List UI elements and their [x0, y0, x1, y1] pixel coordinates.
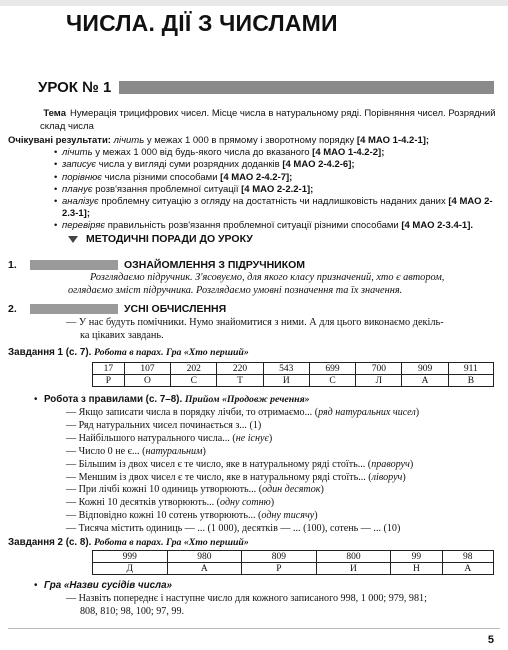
- rules-list: [66, 407, 419, 536]
- task-label: Завдання 2 (с. 8).: [8, 537, 92, 548]
- outcome-verb: аналізує: [62, 196, 99, 208]
- neighbors-heading: [44, 580, 172, 591]
- rule-end: ): [270, 497, 275, 509]
- rule-end: ): [202, 445, 206, 457]
- table-row: [93, 363, 494, 375]
- table-row: [93, 551, 494, 563]
- table-cell: Р: [242, 563, 317, 575]
- table-cell: С: [309, 375, 355, 387]
- table-cell: 17: [93, 363, 125, 375]
- table-cell: 980: [167, 551, 242, 563]
- section-title: ОЗНАЙОМЛЕННЯ З ПІДРУЧНИКОМ: [124, 259, 306, 271]
- table-cell: 699: [309, 363, 355, 375]
- list-item: [66, 523, 419, 536]
- table-cell: Т: [217, 375, 263, 387]
- paragraph-line: Розглядаємо підручник. З'ясовуємо, для якого класу призначений, хто є автором,: [90, 272, 445, 283]
- task-1-heading: [8, 347, 249, 358]
- task-2-heading: [8, 537, 249, 548]
- list-item: [62, 184, 500, 196]
- table-cell: А: [402, 375, 448, 387]
- lesson-heading: [38, 77, 494, 97]
- table-cell: Д: [93, 563, 168, 575]
- table-cell: 909: [402, 363, 448, 375]
- lesson-bar-fill: [119, 81, 494, 94]
- outcome-code: [4 МАО 2-4.2-6];: [282, 159, 355, 171]
- table-cell: Н: [391, 563, 442, 575]
- outcome-verb: порівнює: [62, 171, 102, 183]
- topic: [40, 107, 496, 133]
- neighbors-description: Гра «Назви сусідів числа»: [44, 580, 173, 591]
- outcome-verb: планує: [62, 183, 93, 195]
- outcome-code: [4 МАО 1-4.2-1];: [356, 135, 430, 146]
- rule-answer: один десяток: [262, 484, 321, 496]
- table-cell: 98: [442, 551, 493, 563]
- outcome-code: [4 МАО 2-3.4-1].: [401, 220, 474, 232]
- table-cell: А: [442, 563, 493, 575]
- section-bar: [30, 304, 118, 314]
- list-item: [62, 172, 500, 184]
- list-item: [66, 446, 419, 459]
- rule-end: ): [415, 407, 420, 418]
- rule-text: — Якщо записати числа в порядку лічби, то отримаємо... (: [66, 407, 319, 418]
- section-2-text: [66, 316, 444, 342]
- neighbors-text: [66, 593, 427, 619]
- rule-answer: одну тисячу: [261, 510, 315, 522]
- section-number: 1.: [8, 259, 17, 271]
- rule-text: — Найбільшого натурального числа... (: [66, 432, 236, 444]
- rule-end: ): [314, 510, 318, 522]
- rule-text: — Більшим із двох чисел є те число, яке в натуральному ряді стоїть... (: [66, 458, 372, 470]
- list-item: [66, 433, 419, 446]
- paragraph-line: оглядаємо зміст підручника. Розглядаємо умовні позначення та їх значення.: [68, 285, 403, 297]
- rule-answer: не існує: [235, 432, 269, 444]
- bottom-rule: [8, 628, 500, 629]
- outcome-text: числа різними способами: [101, 171, 218, 183]
- outcome-verb: лічить: [62, 147, 93, 159]
- lesson-title: УРОК № 1: [38, 78, 112, 96]
- table-cell: 809: [242, 551, 317, 563]
- rule-text: — Відповідно кожні 10 сотень утворюють... (: [66, 510, 262, 522]
- task-description: Робота в парах. Гра «Хто перший»: [94, 537, 249, 548]
- rule-end: ): [409, 458, 414, 470]
- outcomes-list: [8, 147, 500, 232]
- table-cell: И: [316, 563, 391, 575]
- outcome-code: [4 МАО 2-2.2-1];: [241, 183, 314, 195]
- table-cell: В: [448, 375, 493, 387]
- paragraph-line: ка цікавих завдань.: [80, 330, 164, 342]
- outcome-verb: лічить: [113, 135, 145, 146]
- chapter-title: ЧИСЛА. ДІЇ З ЧИСЛАМИ: [66, 10, 338, 36]
- section-1-text: [68, 271, 445, 297]
- section-1-heading: [8, 259, 498, 271]
- list-item: [66, 510, 419, 523]
- list-item: [62, 196, 500, 220]
- expected-outcomes: [8, 135, 500, 233]
- table-cell: 107: [124, 363, 170, 375]
- rule-end: ): [402, 471, 406, 483]
- section-2-heading: [8, 303, 498, 315]
- rule-answer: ліворуч: [371, 471, 403, 483]
- rule-end: ): [268, 432, 273, 444]
- outcome-verb: записує: [62, 159, 97, 171]
- table-cell: 220: [217, 363, 263, 375]
- outcomes-label: Очікувані результати:: [8, 135, 111, 146]
- task-2-table: [92, 550, 494, 575]
- list-item: [66, 472, 419, 485]
- table-cell: 700: [356, 363, 402, 375]
- list-item: [62, 159, 500, 171]
- rules-label: Робота з правилами (с. 7–8).: [44, 394, 183, 405]
- table-cell: Л: [356, 375, 402, 387]
- top-rule: [0, 0, 508, 6]
- list-item: [66, 420, 419, 433]
- rule-end: ): [320, 484, 324, 496]
- outcome-text: у межах 1 000 від будь-якого числа до вказаного: [92, 147, 310, 159]
- table-cell: 999: [93, 551, 168, 563]
- rule-answer: натуральним: [145, 445, 203, 457]
- topic-label: Тема: [43, 108, 66, 119]
- section-bar: [30, 260, 118, 270]
- rule-text: — Меншим із двох чисел є те число, яке в натуральному ряді стоїть... (: [66, 471, 372, 483]
- outcome-text: проблемну ситуацію з огляду на достатність чи надлишковість наданих даних: [98, 196, 446, 208]
- outcome-verb: перевіряє: [62, 220, 106, 232]
- rule-answer: праворуч: [371, 458, 410, 470]
- outcome-text: числа у вигляді суми розрядних доданків: [96, 159, 280, 171]
- list-item: [62, 147, 500, 159]
- table-cell: 202: [171, 363, 217, 375]
- table-row: [93, 375, 494, 387]
- outcome-text: у межах 1 000 в прямому і зворотному порядку: [144, 135, 355, 146]
- outcome-code: [4 МАО 2-2.3-1];: [62, 196, 493, 220]
- rules-heading: [44, 394, 310, 405]
- outcome-text: правильність розв'язання проблемної ситуації різними способами: [105, 220, 399, 232]
- list-item: [66, 407, 419, 420]
- rules-description: Прийом «Продовж речення»: [184, 394, 310, 405]
- page-number: 5: [487, 634, 494, 646]
- task-description: Робота в парах. Гра «Хто перший»: [94, 347, 249, 358]
- list-item: [62, 220, 500, 232]
- list-item: [66, 497, 419, 510]
- rule-answer: ряд натуральних чисел: [318, 407, 416, 418]
- table-cell: 800: [316, 551, 391, 563]
- method-heading: [68, 233, 253, 245]
- table-cell: Р: [93, 375, 125, 387]
- rule-text: — Кожні 10 десятків утворюють... (: [66, 497, 221, 509]
- table-cell: А: [167, 563, 242, 575]
- table-cell: И: [263, 375, 309, 387]
- task-label: Завдання 1 (с. 7).: [8, 347, 92, 358]
- table-cell: 543: [263, 363, 309, 375]
- method-title: МЕТОДИЧНІ ПОРАДИ ДО УРОКУ: [86, 233, 253, 245]
- outcome-text: розв'язання проблемної ситуації: [92, 183, 239, 195]
- table-cell: О: [124, 375, 170, 387]
- topic-text: Нумерація трицифрових чисел. Місце числа в натуральному ряді. Порівняння чисел. Розрядний склад числа: [40, 108, 496, 132]
- triangle-down-icon: [68, 236, 78, 243]
- outcome-code: [4 МАО 2-4.2-7];: [220, 171, 293, 183]
- paragraph-line: — Назвіть попереднє і наступне число для кожного записаного 998, 1 000; 979, 981;: [66, 593, 427, 604]
- section-number: 2.: [8, 303, 17, 315]
- table-row: [93, 563, 494, 575]
- list-item: [66, 484, 419, 497]
- rule-text: — Ряд натуральних чисел починається з... (1): [66, 419, 262, 431]
- list-item: [66, 459, 419, 472]
- table-cell: 99: [391, 551, 442, 563]
- rule-text: — Число 0 не є... (: [66, 445, 146, 457]
- rule-text: — При лічбі кожні 10 одиниць утворюють... (: [66, 484, 263, 496]
- rule-text: — Тисяча містить одиниць — ... (1 000), десятків — ... (100), сотень — ... (10): [66, 523, 401, 535]
- paragraph-line: — У нас будуть помічники. Нумо знайомитися з ними. А для цього виконаємо декіль-: [66, 317, 444, 328]
- section-title: УСНІ ОБЧИСЛЕННЯ: [124, 303, 227, 315]
- paragraph-line: 808, 810; 98, 100; 97, 99.: [80, 605, 185, 617]
- task-1-table: [92, 362, 494, 387]
- rule-answer: одну сотню: [220, 497, 271, 509]
- outcome-code: [4 МАО 1-4.2-2];: [312, 147, 385, 159]
- table-cell: 911: [448, 363, 493, 375]
- table-cell: С: [171, 375, 217, 387]
